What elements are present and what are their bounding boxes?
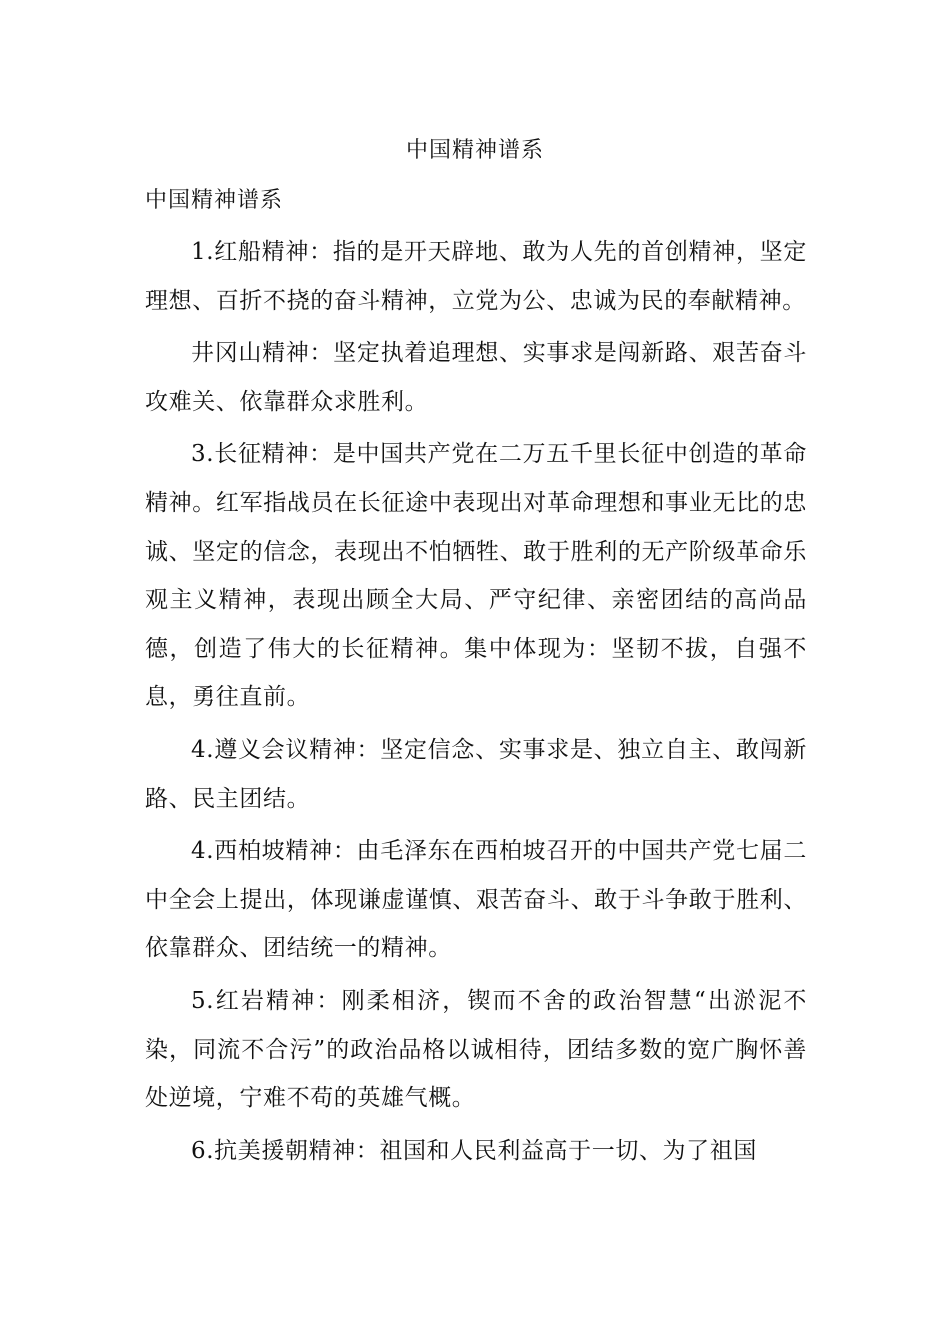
document-subtitle: 中国精神谱系 (145, 188, 284, 213)
paragraph-red-boat-spirit: 1.红船精神：指的是开天辟地、敢为人先的首创精神，坚定理想、百折不挠的奋斗精神，立党为公、忠诚为民的奉献精神。 (145, 239, 807, 314)
paragraph-hongyan-spirit: 5.红岩精神：刚柔相济，锲而不舍的政治智慧“出淤泥不染，同流不合污”的政治品格以诚相待，团结多数的宽广胸怀善处逆境，宁难不苟的英雄气概。 (145, 987, 807, 1112)
paragraph-zunyi-spirit: 4.遵义会议精神：坚定信念、实事求是、独立自主、敢闯新路、民主团结。 (145, 736, 807, 812)
paragraph-resist-us-aid-korea-spirit: 6.抗美援朝精神：祖国和人民利益高于一切、为了祖国 (191, 1137, 757, 1164)
document-title: 中国精神谱系 (405, 138, 544, 163)
document-body (145, 228, 807, 1179)
paragraph-xibaipo-spirit: 4.西柏坡精神：由毛泽东在西柏坡召开的中国共产党七届二中全会上提出，体现谦虚谨慎、艰苦奋斗、敢于斗争敢于胜利、依靠群众、团结统一的精神。 (145, 838, 807, 962)
paragraph-jinggangshan-spirit: 井冈山精神：坚定执着追理想、实事求是闯新路、艰苦奋斗攻难关、依靠群众求胜利。 (145, 340, 807, 415)
paragraph-long-march-spirit: 3.长征精神：是中国共产党在二万五千里长征中创造的革命精神。红军指战员在长征途中表现出对革命理想和事业无比的忠诚、坚定的信念，表现出不怕牺牲、敢于胜利的无产阶级革命乐观主义精神，表现出顾全大局、严守纪律、亲密团结的高尚品德，创造了伟大的长征精神。集中体现为：坚韧不拔，自强不息，勇往直前。 (145, 441, 807, 711)
